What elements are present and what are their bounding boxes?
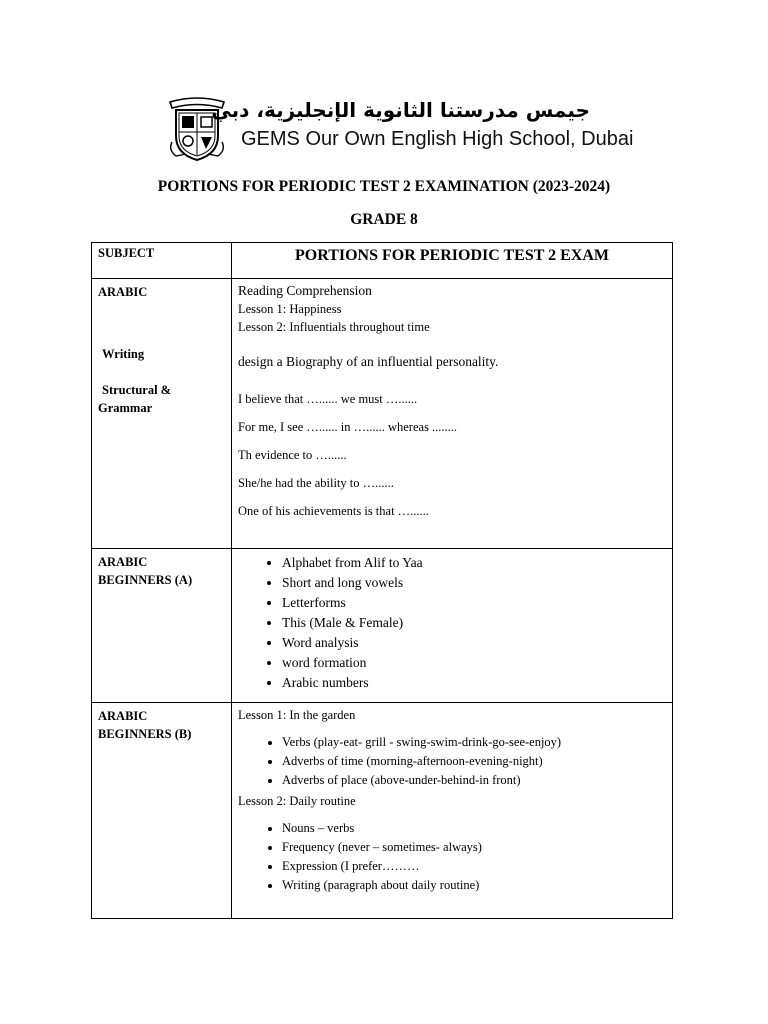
school-header <box>0 92 768 172</box>
lesson1-list <box>238 733 666 790</box>
subject-column-header: SUBJECT <box>92 243 232 279</box>
list-item: • This (Male & Female) <box>282 613 666 633</box>
grammar-label-2: Grammar <box>98 401 153 415</box>
table-header-row <box>92 243 673 279</box>
topics-list <box>238 553 666 693</box>
list-item: • Arabic numbers <box>282 673 666 693</box>
school-name-arabic: جيمس مدرستنا الثانوية الإنجليزية، دبي <box>211 98 590 122</box>
grammar-line: For me, I see …...... in …...... whereas ........ <box>238 420 458 434</box>
list-item: • Writing (paragraph about daily routine) <box>282 876 666 895</box>
subject-name: ARABIC <box>98 709 148 723</box>
subject-cell <box>92 279 232 549</box>
lesson-item: Lesson 2: Influentials throughout time <box>238 320 430 334</box>
reading-heading: Reading Comprehension <box>238 283 372 298</box>
portions-cell <box>232 703 673 919</box>
grade-label: GRADE 8 <box>350 211 418 228</box>
subject-name-line-2: BEGINNERS (B) <box>98 727 192 741</box>
list-item: • Verbs (play-eat- grill - swing-swim-drink-go-see-enjoy) <box>282 733 666 752</box>
subject-name: ARABIC <box>98 555 148 569</box>
document-title: PORTIONS FOR PERIODIC TEST 2 EXAMINATION (2023-2024) <box>157 178 611 195</box>
school-name-english: GEMS Our Own English High School, Dubai <box>241 128 634 150</box>
lesson-heading: Lesson 2: Daily routine <box>238 794 356 808</box>
list-item: • Nouns – verbs <box>282 819 666 838</box>
lesson-item: Lesson 1: Happiness <box>238 302 342 316</box>
table-row-arabic <box>92 279 673 549</box>
table-row-arabic-beginners-b <box>92 703 673 919</box>
grammar-line: One of his achievements is that …...... <box>238 504 429 518</box>
subject-name-line-2: BEGINNERS (A) <box>98 573 193 587</box>
grammar-line: I believe that …...... we must …...... <box>238 392 418 406</box>
portions-table <box>91 242 673 919</box>
subject-cell <box>92 703 232 919</box>
grammar-line: She/he had the ability to …...... <box>238 476 394 490</box>
list-item: • Frequency (never – sometimes- always) <box>282 838 666 857</box>
writing-text: design a Biography of an influential personality. <box>238 354 499 369</box>
subject-cell <box>92 549 232 703</box>
writing-label: Writing <box>102 347 145 361</box>
list-item: • Adverbs of place (above-under-behind-in front) <box>282 771 666 790</box>
lesson2-list <box>238 819 666 895</box>
list-item: • Letterforms <box>282 593 666 613</box>
list-item: • Word analysis <box>282 633 666 653</box>
list-item: • Alphabet from Alif to Yaa <box>282 553 666 573</box>
list-item: • Adverbs of time (morning-afternoon-evening-night) <box>282 752 666 771</box>
portions-cell <box>232 279 673 549</box>
list-item: • word formation <box>282 653 666 673</box>
list-item: • Short and long vowels <box>282 573 666 593</box>
subject-name: ARABIC <box>98 285 148 299</box>
grammar-line: Th evidence to …...... <box>238 448 347 462</box>
portions-column-header: PORTIONS FOR PERIODIC TEST 2 EXAM <box>232 243 673 279</box>
grammar-label: Structural & <box>102 383 172 397</box>
lesson-heading: Lesson 1: In the garden <box>238 708 356 722</box>
portions-cell <box>232 549 673 703</box>
table-row-arabic-beginners-a <box>92 549 673 703</box>
list-item: • Expression (I prefer……… <box>282 857 666 876</box>
